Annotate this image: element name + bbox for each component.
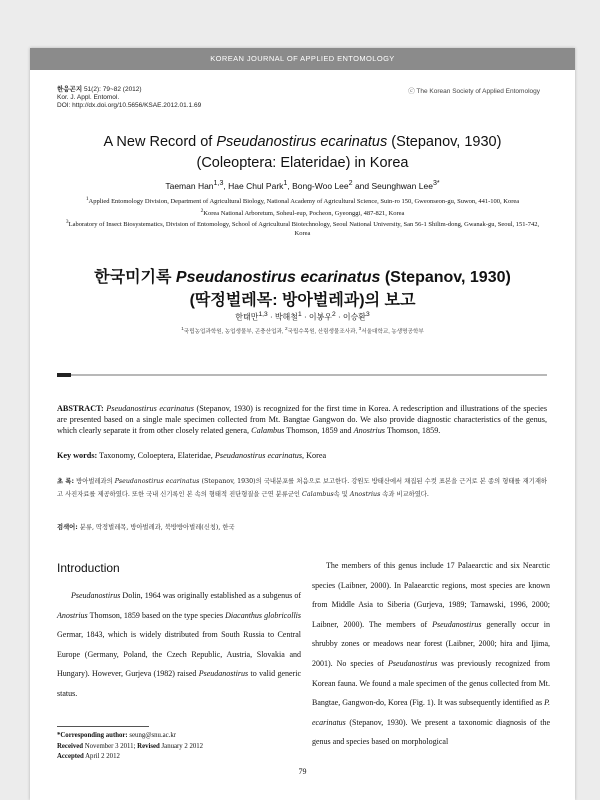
author-email[interactable]: seung@snu.ac.kr <box>127 732 177 739</box>
keywords-en: Key words: Taxonomy, Coloeptera, Elateridae, Pseudanostirus ecarinatus, Korea <box>57 451 327 460</box>
affiliation-3: $^3$Laboratory of Insect Biosystematics, Division of Entomology, School of Agricultural Biotechnology, Seoul National University, San 56-1 Shilim-dong, Gwanak-gu, Seoul, 151-742, Korea <box>65 219 540 237</box>
affiliation-1: $^1$Applied Entomology Division, Department of Agricultural Biology, National Academy of Agricultural Science, Suin-ro 150, Gweonseon-gu, Suwon, 441-100, Korea <box>85 196 520 206</box>
article-title-en-line2: (Coleoptera: Elateridae) in Korea <box>196 155 409 171</box>
journal-name-en: Kor. J. Appl. Entomol. <box>57 94 120 101</box>
received-revised-dates: Received November 3 2011; Revised January 2 2012 <box>57 742 204 750</box>
intro-column-left <box>57 586 301 704</box>
keywords-kr: 검색어: 분류, 딱정벌레목, 방아벌레과, 북방방아벌레(신칭), 한국 <box>57 524 235 531</box>
affiliations-kr: $^1$국립농업과학원, 농업생물부, 곤충산업과, $^2$국립수목원, 산림생물조사과, $^3$서울대학교, 농생명공학부 <box>181 326 424 335</box>
affiliation-2: $^2$Korea National Arboretum, Soheul-eup, Pocheon, Gyeonggi, 487-821, Korea <box>200 207 405 217</box>
intro-column-right <box>312 556 550 752</box>
title-species: Pseudanostirus ecarinatus <box>216 134 388 150</box>
abstract-kr: 초 록: 방아벌레과의 Pseudanostirus ecarinatus (Stepanov, 1930)의 국내분포를 처음으로 보고한다. 강원도 방태산에서 채집된 수컷 표본을 근거로 본 종의 형태를 재기재하고 사진자료를 제공하였다. 또한 국내 신기록인 본 속의 형태적 진단형질을 근연 분류군인 Calambus속 및 Anostrius 속과 비교하였다. <box>57 478 547 498</box>
article-title-kr-line1: 한국미기록 Pseudanostirus ecarinatus (Stepanov, 1930) <box>94 269 511 286</box>
affiliations-en <box>60 195 545 238</box>
copyright-notice: ⓒ The Korean Society of Applied Entomology <box>408 88 540 95</box>
author-list-en: Taeman Han$^{1,3}$, Hae Chul Park$^1$, Bong-Woo Lee$^2$ and Seunghwan Lee$^{3*}$ <box>165 179 440 191</box>
journal-name-kr: 한응곤지 <box>57 86 83 93</box>
article-title-kr-line2: (딱정벌레목: 방아벌레과)의 보고 <box>189 292 416 309</box>
intro-paragraph-1: Pseudanostirus Dolin, 1964 was originally established as a subgenus of Anostrius Thomson, 1859 based on the type species Diacanthus globricollis Germar, 1843, which is widely distributed from South Russia to Central Europe (Germany, Poland, the Czech Republic, Austria, Slovakia and Hungary). However, Gurjeva (1982) raised Pseudanostirus to valid generic status. <box>57 591 301 698</box>
author-list-kr: 한태만$^{1,3}$ · 박해철$^1$ · 이봉우$^2$ · 이승환$^3$ <box>235 311 370 322</box>
footnote-divider <box>57 726 149 727</box>
section-divider <box>57 373 547 377</box>
journal-header-bar: KOREAN JOURNAL OF APPLIED ENTOMOLOGY <box>30 48 575 70</box>
article-title-en-line1: A New Record of Pseudanostirus ecarinatus (Stepanov, 1930) <box>103 134 502 150</box>
corresponding-author: *Corresponding author: seung@snu.ac.kr <box>57 732 177 739</box>
citation-block <box>57 86 201 110</box>
volume-info: 51(2): 79~82 (2012) <box>83 86 142 93</box>
footnotes <box>57 731 301 763</box>
doi-link[interactable]: DOI: http://dx.doi.org/10.5656/KSAE.2012.01.1.69 <box>57 102 202 109</box>
accepted-date: Accepted April 2 2012 <box>57 753 120 760</box>
section-heading-introduction: Introduction <box>57 561 120 575</box>
abstract-en: ABSTRACT: Pseudanostirus ecarinatus (Stepanov, 1930) is recognized for the first time in Korea. A redescription and illustrations of the species are presented based on a single male specimen collected from Mt. Bangtae Gangwon do. We also provide diagnostic characteristics of the genus, which clearly separate it from other closely related genera, Calambus Thomson, 1859 and Anostrius Thomson, 1859. <box>57 404 548 436</box>
intro-paragraph-2: The members of this genus include 17 Palaearctic and six Nearctic species (Laibner, 2000). In Palaearctic regions, most species are known from Middle Asia to Siberia (Gurjeva, 1989; Tarnawski, 1996, 2000; Laibner, 2000). The members of Pseudanostirus generally occur in shrubby zones or meadows near forest (Laibner, 2000; hira and Ijima, 2001). No species of Pseudanostirus was previously recognized from Korean fauna. We found a male specimen of the genus collected from Mt. Bangtae, Gangwon-do, Korea (Fig. 1). It was subsequently identified as P. ecarinatus (Stepanov, 1930). We present a taxonomic diagnosis of the genus and species based on morphological <box>312 561 551 747</box>
page-number: 79 <box>298 767 307 776</box>
